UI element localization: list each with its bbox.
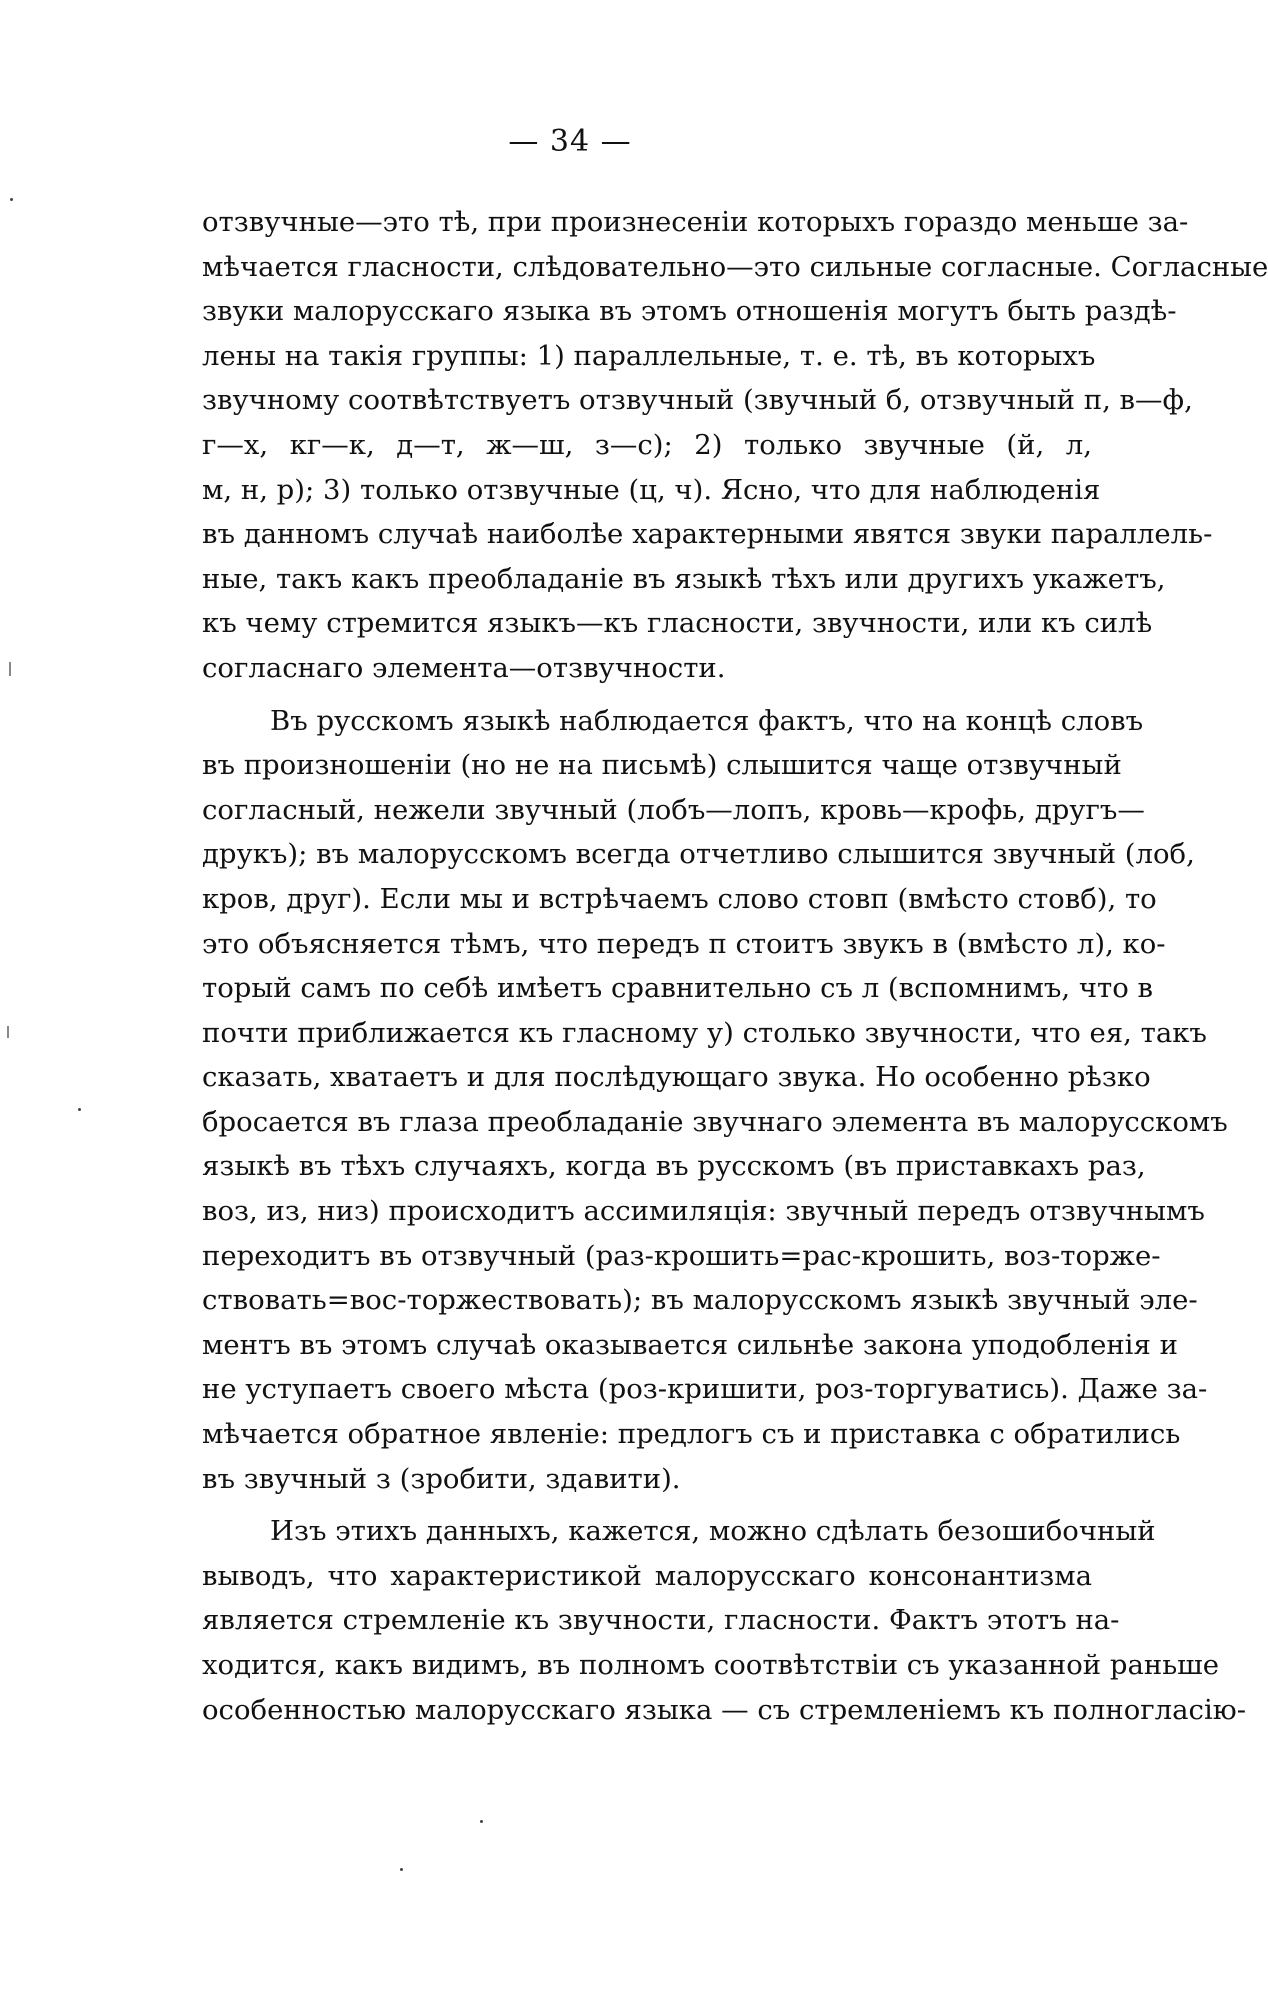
text-line: это объясняется тѣмъ, что передъ п стоитъ звукъ в (вмѣсто л), ко-: [202, 927, 1166, 960]
text-line: м, н, р); 3) только отзвучные (ц, ч). Ясно, что для наблюденія: [202, 473, 1101, 506]
text-line: согласнаго элемента—отзвучности.: [202, 651, 726, 684]
text-line: воз, из, низ) происходитъ ассимиляція: звучный передъ отзвучнымъ: [202, 1195, 1205, 1228]
text-line: звучному соотвѣтствуетъ отзвучный (звучный б, отзвучный п, в—ф,: [202, 384, 1193, 417]
text-line: является стремленіе къ звучности, гласности. Фактъ этотъ на-: [202, 1604, 1120, 1637]
text-line: особенностью малорусскаго языка — съ стремленіемъ къ полногласію-: [202, 1693, 1246, 1726]
text-line: переходитъ въ отзвучный (раз-крошить=рас-крошить, воз-торже-: [202, 1239, 1161, 1272]
text-line: языкѣ въ тѣхъ случаяхъ, когда въ русскомъ (въ приставкахъ раз,: [202, 1150, 1146, 1183]
text-line: ходится, какъ видимъ, въ полномъ соотвѣтствіи съ указанной раньше: [202, 1649, 1220, 1681]
body-text: [202, 200, 1268, 1732]
text-line: Изъ этихъ данныхъ, кажется, можно сдѣлать безошибочный: [270, 1515, 1156, 1548]
text-line: согласный, нежели звучный (лобъ—лопъ, кровь—крофь, другъ—: [202, 793, 1145, 826]
scan-speck: [78, 1108, 81, 1111]
text-line: торый самъ по себѣ имѣетъ сравнительно съ л (вспомнимъ, что в: [202, 972, 1154, 1005]
text-line: г—х, кг—к, д—т, ж—ш, з—с); 2) только звучные (й, л,: [202, 428, 1092, 461]
text-line: въ звучный з (зробити, здавити).: [202, 1462, 681, 1495]
scan-speck: [480, 1820, 483, 1823]
text-line: въ данномъ случаѣ наиболѣе характерными явятся звуки параллель-: [202, 518, 1213, 551]
text-line: мѣчается обратное явленіе: предлогъ съ и приставка с обратились: [202, 1418, 1181, 1451]
scan-speck: [400, 1868, 403, 1871]
text-line: Въ русскомъ языкѣ наблюдается фактъ, что на концѣ словъ: [270, 704, 1144, 737]
text-line: друкъ); въ малорусскомъ всегда отчетливо слышится звучный (лоб,: [202, 838, 1195, 871]
text-line: въ произношеніи (но не на письмѣ) слышится чаще отзвучный: [202, 749, 1122, 782]
text-line: къ чему стремится языкъ—къ гласности, звучности, или къ силѣ: [202, 607, 1153, 640]
text-line: звуки малорусскаго языка въ этомъ отношенія могутъ быть раздѣ-: [202, 295, 1177, 328]
text-line: выводъ, что характеристикой малорусскаго консонантизма: [202, 1559, 1092, 1592]
text-line: ментъ въ этомъ случаѣ оказывается сильнѣе закона уподобленія и: [202, 1328, 1178, 1361]
scan-speck: [10, 198, 13, 201]
text-line: мѣчается гласности, слѣдовательно—это сильные согласные. Согласные: [202, 250, 1268, 283]
margin-mark: [7, 1026, 9, 1038]
text-line: не уступаетъ своего мѣста (роз-кришити, роз-торгуватись). Даже за-: [202, 1373, 1208, 1406]
text-line: почти приближается къ гласному у) столько звучности, что ея, такъ: [202, 1016, 1207, 1049]
text-line: лены на такія группы: 1) параллельные, т. е. тѣ, въ которыхъ: [202, 339, 1096, 372]
text-line: бросается въ глаза преобладаніе звучнаго элемента въ малорусскомъ: [202, 1105, 1228, 1138]
text-line: кров, друг). Если мы и встрѣчаемъ слово стовп (вмѣсто стовб), то: [202, 882, 1157, 915]
text-line: сказать, хватаетъ и для послѣдующаго звука. Но особенно рѣзко: [202, 1061, 1151, 1094]
text-line: ные, такъ какъ преобладаніе въ языкѣ тѣхъ или другихъ укажетъ,: [202, 562, 1166, 595]
text-line: ствовать=вос-торжествовать); въ малорусскомъ языкѣ звучный эле-: [202, 1284, 1198, 1317]
page-number: — 34 —: [508, 124, 632, 159]
text-line: отзвучные—это тѣ, при произнесеніи которыхъ гораздо меньше за-: [202, 206, 1189, 238]
margin-mark: [9, 662, 11, 676]
